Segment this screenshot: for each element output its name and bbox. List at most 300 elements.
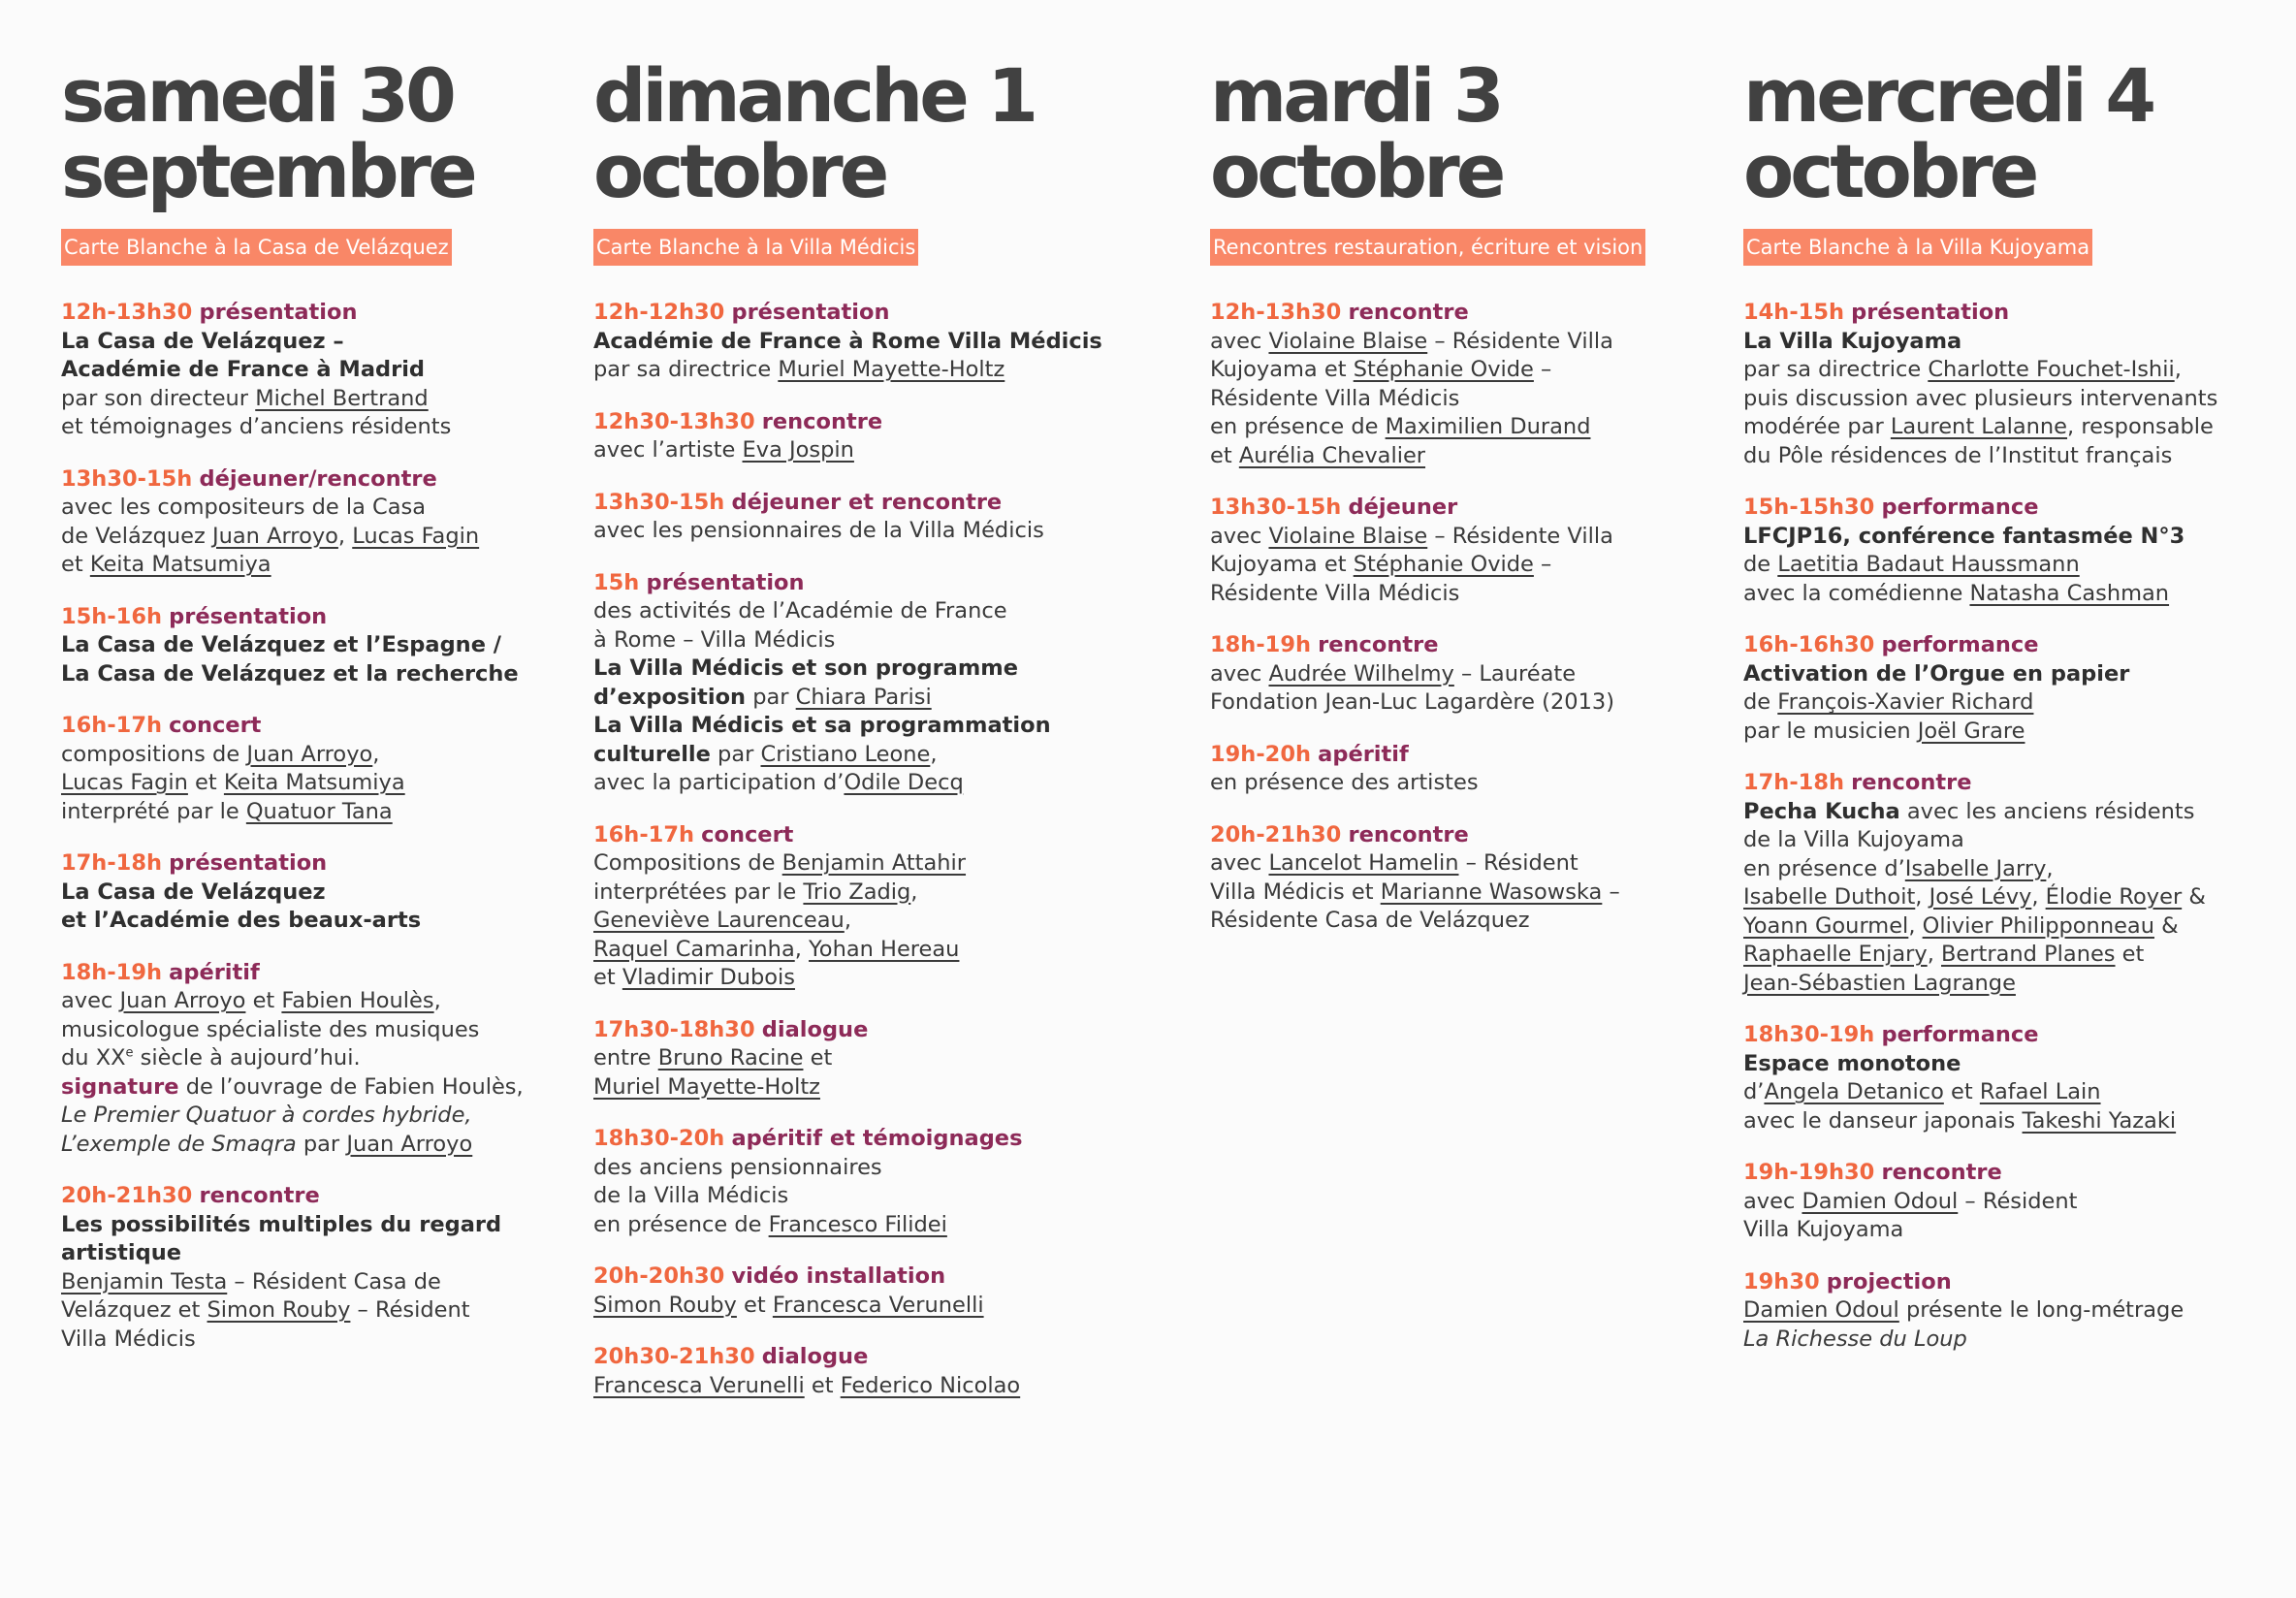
person-name: Muriel Mayette-Holtz: [593, 1073, 820, 1100]
event-detail-line: [593, 1154, 1136, 1183]
event-heading: [593, 1262, 1136, 1292]
event-title: et l’Académie des beaux-arts: [61, 908, 422, 933]
person-name: Élodie Royer: [2045, 884, 2183, 910]
detail-text: – Résidente Villa: [1427, 523, 1613, 549]
person-name: Vladimir Dubois: [622, 965, 795, 990]
event-detail-line: [593, 1182, 1136, 1211]
detail-text: &: [2153, 912, 2179, 939]
event-heading: [61, 603, 546, 632]
event-item: [1743, 769, 2267, 998]
detail-text: e: [125, 1045, 134, 1061]
event-detail-line: [593, 879, 1136, 908]
event-heading: [1210, 631, 1714, 660]
event-heading: [61, 959, 546, 988]
detail-text: avec la comédienne: [1743, 580, 1970, 606]
event-detail-line: [61, 523, 546, 552]
event-detail-line: [1743, 385, 2267, 414]
event-detail-line: [1210, 413, 1714, 442]
day-title-line: samedi 30: [61, 52, 453, 139]
detail-text: puis discussion avec plusieurs intervenants: [1743, 385, 2218, 411]
detail-text: Compositions de: [593, 850, 782, 876]
detail-text: et: [61, 552, 90, 577]
event-detail-line: [61, 769, 546, 798]
event-title: d’exposition: [593, 684, 747, 710]
event-heading: [61, 465, 546, 495]
event-detail-line: [61, 1268, 546, 1297]
detail-text: Fondation Jean-Luc Lagardère (2013): [1210, 689, 1614, 715]
day-column-dimanche: [593, 52, 1136, 1423]
day-title-line: mardi 3: [1210, 52, 1501, 139]
event-heading: [1743, 631, 2267, 660]
detail-text: entre: [593, 1045, 658, 1071]
event-item: [1210, 494, 1714, 608]
event-type: apéritif: [1318, 741, 1409, 767]
event-detail-line: [1743, 855, 2267, 884]
event-type: rencontre: [199, 1183, 320, 1208]
event-detail-line: [61, 741, 546, 770]
event-time: 18h-19h: [1210, 632, 1311, 657]
event-detail-line: [1743, 1216, 2267, 1245]
detail-text: ,: [372, 741, 380, 767]
detail-text: par: [710, 741, 761, 767]
detail-text: – Résident: [1458, 850, 1578, 876]
detail-text: de: [1743, 689, 1778, 715]
event-detail-line: [61, 494, 546, 523]
detail-text: avec les compositeurs de la Casa: [61, 495, 427, 520]
detail-text: par sa directrice: [593, 357, 779, 382]
event-detail-line: [1210, 385, 1714, 414]
detail-text: par son directeur: [61, 385, 256, 411]
event-type: présentation: [199, 300, 358, 325]
event-detail-line: [61, 798, 546, 827]
event-item: [1210, 741, 1714, 798]
detail-text: avec: [1743, 1188, 1802, 1214]
program-banner: Rencontres restauration, écriture et vision: [1210, 229, 1645, 266]
event-type: déjeuner: [1348, 495, 1458, 520]
day-column-mardi: [1210, 52, 1714, 959]
person-name: Joël Grare: [1917, 718, 2025, 744]
event-title: artistique: [61, 1240, 181, 1265]
event-title: LFCJP16, conférence fantasmée N°3: [1743, 523, 2185, 549]
event-detail-line: [61, 1296, 546, 1326]
event-type: dialogue: [761, 1344, 869, 1369]
detail-text: , responsable: [2067, 414, 2214, 439]
day-column-samedi: [61, 52, 546, 1377]
event-detail-line: [61, 1326, 546, 1355]
event-type: apéritif et témoignages: [731, 1126, 1023, 1151]
person-name: Jean-Sébastien Lagrange: [1743, 970, 2016, 996]
detail-text: et: [187, 770, 224, 795]
detail-text: ,: [1927, 942, 1941, 967]
event-type: rencontre: [1348, 821, 1469, 847]
event-type: rencontre: [1851, 770, 1972, 795]
detail-text: – Résident: [350, 1297, 470, 1323]
event-item: [593, 569, 1136, 798]
event-item: [593, 1125, 1136, 1239]
detail-text: en présence de: [593, 1211, 769, 1237]
event-detail-line: [1743, 551, 2267, 580]
detail-text: ,: [1908, 912, 1923, 939]
event-detail-line: [1743, 1107, 2267, 1136]
event-detail-line: [593, 769, 1136, 798]
detail-text: Kujoyama et: [1210, 357, 1354, 382]
person-name: Trio Zadig: [803, 879, 911, 905]
day-title-line: octobre: [593, 128, 886, 214]
event-heading: [1743, 1021, 2267, 1050]
event-detail-line: [1743, 970, 2267, 999]
detail-text: Villa Médicis et: [1210, 879, 1381, 905]
event-time: 16h-16h30: [1743, 632, 1875, 657]
event-title: La Casa de Velázquez: [61, 879, 326, 905]
event-detail-line: [61, 1073, 546, 1103]
person-name: Damien Odoul: [1802, 1188, 1959, 1214]
person-name: Lucas Fagin: [61, 770, 188, 795]
event-time: 19h-20h: [1210, 741, 1311, 767]
event-detail-line: [593, 436, 1136, 465]
person-name: Bertrand Planes: [1941, 942, 2116, 967]
event-detail-line: [593, 328, 1136, 357]
detail-text: et: [593, 965, 622, 990]
event-detail-line: [1743, 718, 2267, 747]
event-title: La Casa de Velázquez et la recherche: [61, 660, 519, 687]
event-list: [1210, 299, 1714, 936]
event-detail-line: [61, 1044, 546, 1073]
person-name: Simon Rouby: [593, 1292, 737, 1318]
person-name: Eva Jospin: [742, 437, 854, 463]
event-item: [593, 299, 1136, 385]
detail-text: ,: [337, 523, 353, 549]
event-time: 13h30-15h: [1210, 495, 1342, 520]
detail-text: et: [1210, 442, 1239, 468]
person-name: Maximilien Durand: [1385, 414, 1591, 439]
detail-text: Résidente Casa de Velázquez: [1210, 908, 1530, 933]
event-type: rencontre: [1318, 632, 1439, 657]
detail-text: Résidente Villa Médicis: [1210, 385, 1460, 411]
event-item: [593, 1343, 1136, 1400]
event-detail-line: [593, 1372, 1136, 1401]
detail-text: de la Villa Kujoyama: [1743, 827, 1964, 852]
event-list: [61, 299, 546, 1354]
event-title: Activation de l’Orgue en papier: [1743, 660, 2130, 687]
event-detail-line: [1210, 328, 1714, 357]
event-type: rencontre: [1348, 300, 1469, 325]
event-item: [1210, 821, 1714, 936]
detail-text: avec: [1210, 660, 1269, 687]
event-type: déjeuner/rencontre: [199, 465, 437, 492]
event-item: [61, 712, 546, 826]
event-heading: [593, 821, 1136, 850]
event-item: [593, 489, 1136, 546]
person-name: Angela Detanico: [1764, 1079, 1944, 1104]
day-title: [61, 52, 546, 214]
event-detail-line: [1210, 523, 1714, 552]
event-detail-line: [1743, 1188, 2267, 1217]
person-name: Raphaelle Enjary: [1743, 942, 1928, 967]
event-time: 15h-16h: [61, 603, 162, 629]
person-name: Francesca Verunelli: [772, 1292, 984, 1318]
event-detail-line: [1743, 523, 2267, 552]
event-item: [61, 603, 546, 689]
detail-text: avec les pensionnaires de la Villa Médicis: [593, 518, 1044, 543]
day-title-line: mercredi 4: [1743, 52, 2153, 139]
event-heading: [1743, 769, 2267, 798]
event-detail-line: [593, 684, 1136, 713]
event-title: Pecha Kucha: [1743, 798, 1900, 824]
event-detail-line: [593, 597, 1136, 626]
detail-text: avec les anciens résidents: [1899, 798, 2195, 824]
event-detail-line: [1743, 941, 2267, 970]
detail-text: et: [803, 1045, 833, 1071]
person-name: Marianne Wasowska: [1380, 879, 1603, 905]
event-heading: [593, 569, 1136, 598]
event-detail-line: [593, 1073, 1136, 1103]
person-name: Isabelle Duthoit: [1743, 884, 1916, 910]
detail-text: par sa directrice: [1743, 357, 1929, 382]
event-time: 20h-21h30: [1210, 821, 1342, 847]
event-item: [1743, 1021, 2267, 1135]
event-detail-line: [1743, 1050, 2267, 1079]
person-name: Benjamin Testa: [61, 1268, 228, 1294]
event-detail-line: [1743, 660, 2267, 689]
person-name: Charlotte Fouchet-Ishii: [1928, 357, 2175, 382]
event-type: performance: [1881, 1022, 2039, 1047]
event-detail-line: [1210, 849, 1714, 879]
event-heading: [1210, 494, 1714, 523]
event-list: [1743, 299, 2267, 1354]
detail-text: siècle à aujourd’hui.: [133, 1045, 361, 1071]
detail-text: ,: [1915, 884, 1929, 910]
event-detail-line: [1743, 413, 2267, 442]
program-banner: Carte Blanche à la Villa Kujoyama: [1743, 229, 2092, 266]
event-time: 16h-17h: [593, 821, 694, 847]
event-detail-line: [1743, 883, 2267, 912]
person-name: Francesca Verunelli: [593, 1372, 805, 1398]
detail-text: ,: [433, 988, 441, 1013]
event-time: 17h-18h: [1743, 770, 1844, 795]
event-detail-line: [1210, 879, 1714, 908]
detail-text: Résidente Villa Médicis: [1210, 580, 1460, 606]
event-item: [1210, 299, 1714, 470]
detail-text: Velázquez et: [61, 1297, 207, 1323]
event-time: 19h30: [1743, 1268, 1820, 1294]
event-detail-line: [1743, 580, 2267, 609]
person-name: Stéphanie Ovide: [1353, 552, 1534, 577]
event-title: La Villa Médicis et son programme: [593, 655, 1019, 681]
detail-text: d’: [1743, 1079, 1765, 1104]
detail-text: des anciens pensionnaires: [593, 1154, 882, 1180]
detail-text: ,: [2031, 884, 2046, 910]
detail-text: avec la participation d’: [593, 770, 845, 795]
event-item: [1743, 1268, 2267, 1355]
event-detail-line: [1743, 688, 2267, 718]
event-time: 14h-15h: [1743, 300, 1844, 325]
detail-text: et: [804, 1372, 841, 1398]
event-heading: [1743, 1268, 2267, 1297]
event-type: performance: [1881, 632, 2039, 657]
person-name: Violaine Blaise: [1268, 328, 1428, 354]
event-detail-line: [1210, 442, 1714, 471]
event-type: présentation: [731, 300, 890, 325]
person-name: Damien Odoul: [1743, 1297, 1899, 1323]
event-detail-line: [61, 879, 546, 908]
person-name: Aurélia Chevalier: [1238, 442, 1426, 468]
detail-text: à Rome – Villa Médicis: [593, 626, 836, 653]
event-heading: [593, 489, 1136, 518]
person-name: Chiara Parisi: [795, 684, 932, 710]
event-type: présentation: [1851, 300, 2010, 325]
detail-text: signature: [61, 1073, 179, 1100]
event-detail-line: [1210, 688, 1714, 718]
event-heading: [593, 408, 1136, 437]
event-type: rencontre: [761, 408, 883, 434]
event-type: apéritif: [169, 959, 260, 985]
detail-text: avec le danseur japonais: [1743, 1107, 2023, 1134]
event-time: 12h-13h30: [61, 300, 193, 325]
event-title: Espace monotone: [1743, 1050, 1961, 1076]
event-detail-line: [61, 356, 546, 385]
person-name: Cristiano Leone: [760, 741, 931, 767]
event-type: présentation: [169, 603, 328, 629]
event-type: vidéo installation: [731, 1263, 946, 1289]
event-detail-line: [61, 660, 546, 689]
event-title: culturelle: [593, 741, 711, 767]
event-detail-line: [1743, 442, 2267, 471]
event-detail-line: [593, 741, 1136, 770]
person-name: Bruno Racine: [657, 1045, 804, 1071]
event-title: La Casa de Velázquez –: [61, 328, 344, 354]
detail-text: –: [1602, 879, 1620, 905]
event-time: 12h-12h30: [593, 300, 725, 325]
detail-text: –: [1533, 552, 1552, 577]
event-time: 17h30-18h30: [593, 1016, 755, 1042]
event-detail-line: [593, 517, 1136, 546]
event-detail-line: [61, 385, 546, 414]
person-name: Geneviève Laurenceau: [593, 908, 845, 933]
day-title-line: dimanche 1: [593, 52, 1036, 139]
event-time: 19h-19h30: [1743, 1160, 1875, 1185]
event-time: 20h30-21h30: [593, 1344, 755, 1369]
event-detail-line: [593, 626, 1136, 655]
person-name: Odile Decq: [844, 770, 964, 795]
event-detail-line: [593, 936, 1136, 965]
detail-text: ,: [2046, 855, 2054, 881]
person-name: Juan Arroyo: [346, 1131, 473, 1157]
event-detail-line: [1210, 660, 1714, 689]
event-item: [61, 465, 546, 580]
event-detail-line: [1210, 551, 1714, 580]
work-title: L’exemple de Smaqra: [61, 1131, 297, 1157]
event-heading: [61, 1182, 546, 1211]
event-heading: [1743, 299, 2267, 328]
person-name: Rafael Lain: [1979, 1079, 2101, 1104]
detail-text: des activités de l’Académie de France: [593, 598, 1007, 623]
person-name: Michel Bertrand: [255, 385, 429, 411]
event-time: 12h30-13h30: [593, 408, 755, 434]
work-title: La Richesse du Loup: [1743, 1326, 1967, 1352]
event-time: 18h-19h: [61, 959, 162, 985]
event-item: [593, 1016, 1136, 1103]
person-name: Juan Arroyo: [211, 523, 338, 549]
event-detail-line: [1210, 769, 1714, 798]
person-name: Muriel Mayette-Holtz: [778, 357, 1005, 382]
event-title: La Villa Kujoyama: [1743, 328, 1962, 354]
detail-text: et: [1943, 1079, 1980, 1104]
detail-text: compositions de: [61, 741, 247, 767]
detail-text: par le musicien: [1743, 718, 1918, 744]
event-item: [61, 959, 546, 1160]
detail-text: en présence de: [1210, 414, 1386, 439]
detail-text: de l’ouvrage de Fabien Houlès,: [178, 1073, 524, 1100]
event-heading: [1210, 299, 1714, 328]
event-detail-line: [593, 1292, 1136, 1321]
event-detail-line: [61, 1102, 546, 1131]
detail-text: en présence des artistes: [1210, 770, 1479, 795]
event-detail-line: [61, 987, 546, 1016]
detail-text: et: [736, 1292, 773, 1318]
day-column-mercredi: [1743, 52, 2267, 1377]
detail-text: avec: [1210, 328, 1269, 354]
event-time: 20h-20h30: [593, 1263, 725, 1289]
person-name: Francesco Filidei: [768, 1211, 947, 1237]
event-detail-line: [1743, 1078, 2267, 1107]
person-name: Federico Nicolao: [840, 1372, 1021, 1398]
person-name: Lucas Fagin: [352, 523, 480, 549]
event-heading: [593, 299, 1136, 328]
detail-text: avec: [1210, 523, 1269, 549]
event-detail-line: [61, 631, 546, 660]
person-name: Juan Arroyo: [119, 988, 246, 1013]
event-type: présentation: [646, 569, 805, 595]
event-item: [593, 1262, 1136, 1320]
program-banner: Carte Blanche à la Casa de Velázquez: [61, 229, 452, 266]
event-heading: [1210, 741, 1714, 770]
event-detail-line: [1743, 1326, 2267, 1355]
detail-text: Kujoyama et: [1210, 552, 1354, 577]
detail-text: de: [1743, 552, 1778, 577]
event-detail-line: [1743, 356, 2267, 385]
event-heading: [1210, 821, 1714, 850]
event-heading: [1743, 1159, 2267, 1188]
person-name: Laurent Lalanne: [1890, 414, 2068, 439]
event-heading: [593, 1343, 1136, 1372]
detail-text: modérée par: [1743, 414, 1891, 439]
person-name: Quatuor Tana: [245, 798, 393, 824]
event-item: [1743, 299, 2267, 470]
person-name: Audrée Wilhelmy: [1268, 660, 1454, 687]
event-time: 20h-21h30: [61, 1183, 193, 1208]
event-list: [593, 299, 1136, 1400]
detail-text: et: [245, 988, 282, 1013]
person-name: Keita Matsumiya: [223, 770, 405, 795]
detail-text: avec: [1210, 850, 1269, 876]
day-title-line: septembre: [61, 128, 474, 214]
event-type: concert: [169, 713, 262, 738]
event-detail-line: [1743, 798, 2267, 827]
event-type: concert: [701, 821, 794, 847]
event-detail-line: [61, 1016, 546, 1045]
event-time: 18h30-20h: [593, 1126, 725, 1151]
person-name: Natasha Cashman: [1969, 580, 2170, 606]
event-item: [593, 821, 1136, 993]
detail-text: avec l’artiste: [593, 437, 743, 463]
detail-text: de Velázquez: [61, 523, 212, 549]
detail-text: de la Villa Médicis: [593, 1183, 789, 1208]
event-time: 16h-17h: [61, 713, 162, 738]
person-name: Yoann Gourmel: [1743, 912, 1909, 939]
person-name: François-Xavier Richard: [1777, 689, 2034, 715]
day-title-line: octobre: [1743, 128, 2036, 214]
event-detail-line: [61, 413, 546, 442]
